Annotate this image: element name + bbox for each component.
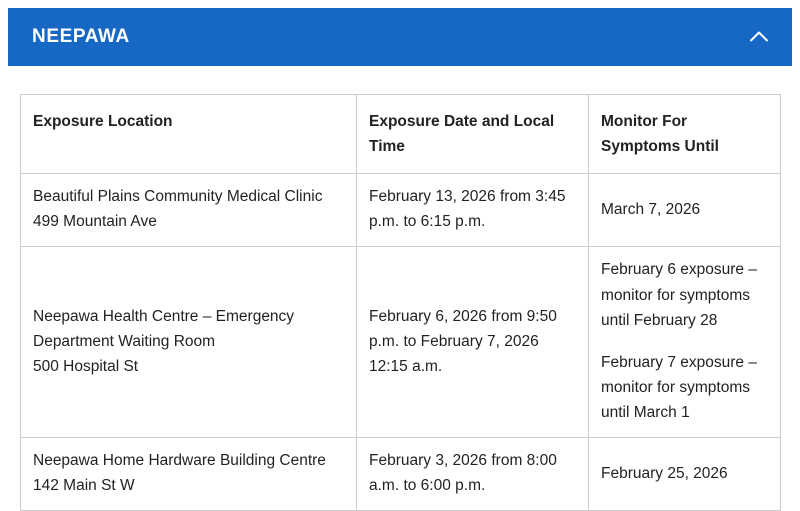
table-row [21, 174, 781, 247]
datetime-line: February 13, 2026 from 3:45 p.m. to 6:15 p.m. [369, 188, 566, 231]
accordion-header-neepawa[interactable] [8, 8, 792, 66]
monitor-line: February 7 exposure – monitor for symptoms until March 1 [601, 353, 757, 421]
cell-monitor-until [589, 438, 781, 511]
monitor-line: March 7, 2026 [601, 200, 701, 218]
cell-exposure-location [21, 247, 357, 438]
cell-exposure-datetime [357, 174, 589, 247]
chevron-up-icon[interactable] [748, 26, 770, 48]
location-line: 499 Mountain Ave [33, 213, 157, 231]
cell-monitor-until [589, 174, 781, 247]
location-line: 142 Main St W [33, 477, 135, 495]
table-header-row [21, 95, 781, 174]
exposure-table-container [20, 94, 780, 511]
cell-exposure-datetime [357, 247, 589, 438]
cell-exposure-datetime [357, 438, 589, 511]
table-row [21, 438, 781, 511]
datetime-line: February 3, 2026 from 8:00 a.m. to 6:00 p.m. [369, 452, 557, 495]
column-header-monitor-until: Monitor For Symptoms Until [589, 95, 781, 174]
column-header-exposure-location: Exposure Location [21, 95, 357, 174]
monitor-line-spacer [601, 333, 768, 350]
location-line: Neepawa Home Hardware Building Centre [33, 452, 326, 470]
accordion-title: NEEPAWA [32, 26, 130, 47]
monitor-line: February 25, 2026 [601, 464, 728, 482]
monitor-line: February 6 exposure – monitor for symptoms until February 28 [601, 261, 757, 329]
table-body [21, 174, 781, 511]
exposure-table [20, 94, 781, 511]
table-row [21, 247, 781, 438]
table-header [21, 95, 781, 174]
column-header-exposure-datetime: Exposure Date and Local Time [357, 95, 589, 174]
location-line: 500 Hospital St [33, 357, 139, 375]
location-line: Neepawa Health Centre – Emergency Department Waiting Room [33, 307, 295, 350]
cell-exposure-location [21, 174, 357, 247]
cell-exposure-location [21, 438, 357, 511]
location-line: Beautiful Plains Community Medical Clinic [33, 188, 323, 206]
datetime-line: February 6, 2026 from 9:50 p.m. to February 7, 2026 12:15 a.m. [369, 307, 557, 375]
cell-monitor-until [589, 247, 781, 438]
